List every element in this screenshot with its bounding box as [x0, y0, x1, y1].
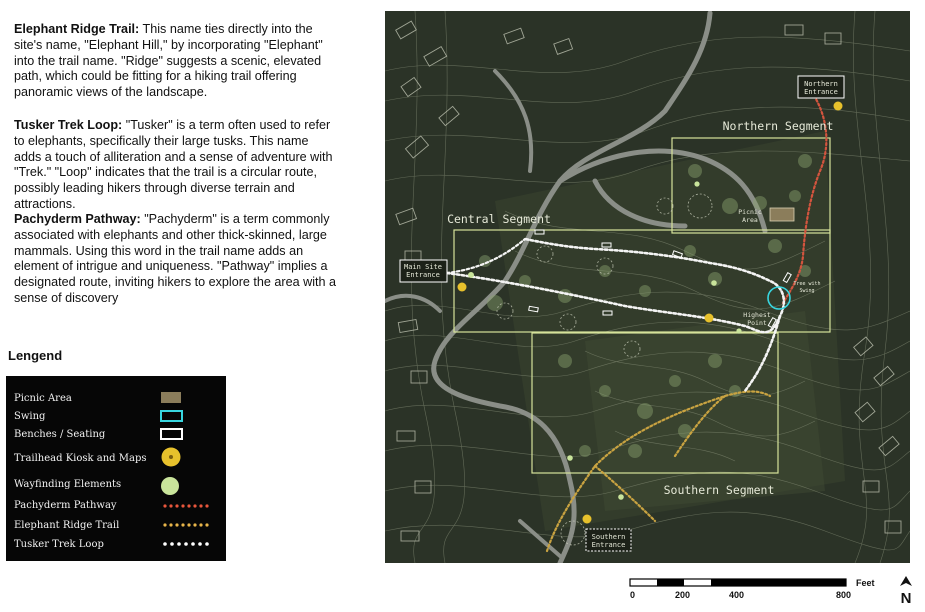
legend-symbols [6, 376, 226, 561]
description-tusker-trek [14, 118, 339, 213]
trail-description: "Pachyderm" is a term commonly associated with elephants and other thick-skinned, large mammals. Using this word in the trail name adds an element of intrigue and uniqueness. "Pathway" implies a designated route, inviting hikers to explore the area with a sense of discovery [14, 212, 337, 305]
legend-label-swing: Swing [14, 411, 46, 422]
tree-swing-label-2: Swing [799, 288, 815, 294]
picnic-area-swatch [161, 392, 181, 403]
legend-label-wayfinding: Wayfinding Elements [14, 479, 122, 490]
legend-label-pachyderm: Pachyderm Pathway [14, 500, 117, 511]
northern-segment-title: Northern Segment [722, 119, 834, 133]
north-arrow-icon [895, 576, 917, 604]
northern-entrance-label-2: Entrance [804, 88, 838, 96]
scale-tick-400: 400 [729, 590, 745, 600]
trail-name: Tusker Trek Loop: [14, 118, 123, 132]
legend-title: Lengend [8, 348, 63, 363]
swing-swatch [161, 411, 182, 421]
scale-tick-0: 0 [630, 590, 636, 600]
trail-name: Pachyderm Pathway: [14, 212, 141, 226]
legend-box [6, 376, 226, 561]
southern-entrance-label-2: Entrance [591, 541, 626, 549]
bench-swatch [161, 429, 182, 439]
north-label: N [900, 590, 912, 604]
description-pachyderm-pathway [14, 212, 339, 307]
picnic-area-label-1: Picnic [738, 208, 762, 216]
legend-label-picnic: Picnic Area [14, 393, 72, 404]
northern-entrance-label-1: Northern [804, 80, 838, 88]
main-site-entrance-label-1: Main Site [404, 263, 442, 271]
pachyderm-line-swatch [163, 504, 208, 507]
elephant-ridge-line-swatch [163, 523, 208, 526]
scale-unit: Feet [856, 578, 875, 588]
southern-entrance-label-1: Southern [591, 533, 626, 541]
trail-name: Elephant Ridge Trail: [14, 22, 140, 36]
legend-label-benches: Benches / Seating [14, 429, 106, 440]
legend-label-elephant-ridge: Elephant Ridge Trail [14, 520, 120, 531]
legend-label-tusker: Tusker Trek Loop [14, 539, 104, 550]
central-segment-title: Central Segment [447, 212, 551, 226]
picnic-area [770, 208, 794, 221]
description-elephant-ridge [14, 22, 339, 101]
trail-description: "Tusker" is a term often used to refer to elephants, specifically their large tusks. This name adds a touch of alliteration and a sense of adventure with "Trek." "Loop" indicates that the trail is a circular route, possibly leading hikers through diverse terrain and attractions. [14, 118, 333, 211]
scale-bar [628, 574, 858, 604]
picnic-area-label-2: Area [742, 216, 758, 224]
highest-point-label-1: Highest [743, 311, 771, 319]
terrain-shade-south [585, 311, 825, 511]
highest-point-label-2: Point [747, 319, 767, 327]
trail-description: This name ties directly into the site's name, "Elephant Hill," by incorporating "Elephant" into the trail name. "Ridge" suggests a scenic, elevated path, which could be fitting for a hiking trail offering panoramic views of the landscape. [14, 22, 323, 100]
kiosk-dot [169, 455, 173, 459]
scale-tick-800: 800 [836, 590, 852, 600]
tree-swing-label-1: Tree with [793, 281, 821, 287]
site-map[interactable] [385, 11, 910, 563]
wayfinding-icon [161, 477, 179, 495]
scale-bar-graphic [628, 576, 858, 590]
scale-tick-200: 200 [675, 590, 691, 600]
legend-label-kiosk: Trailhead Kiosk and Maps [14, 453, 147, 464]
tusker-loop-line-swatch [163, 542, 209, 546]
main-site-entrance-label-2: Entrance [406, 271, 440, 279]
southern-segment-title: Southern Segment [663, 483, 775, 497]
